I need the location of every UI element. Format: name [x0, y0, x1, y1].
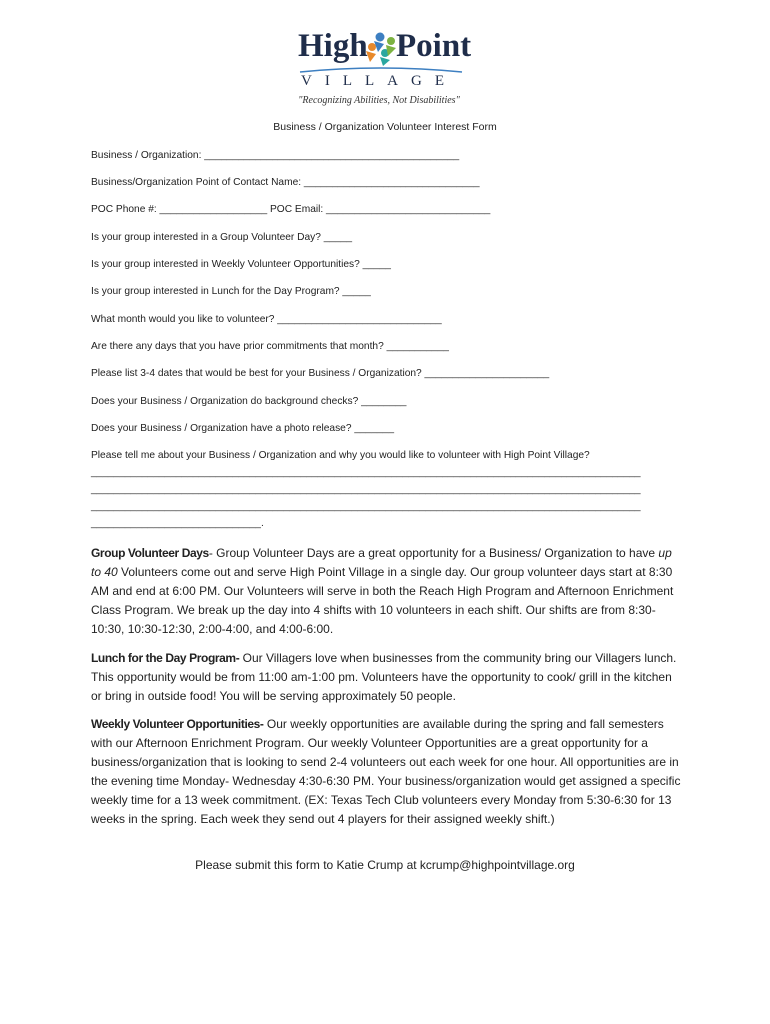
question-background-checks[interactable]: Does your Business / Organization do background checks? ________: [91, 396, 407, 407]
group-days-text-b: Volunteers come out and serve High Point Village in a single day. Our group volunteer days start at 8:30 AM and end at 6:00 PM. Our Volunteers will serve in both the Reach High Program and Afternoon Enrichment Class Program. We break up the day into 4 shifts with 10 volunteers in each shift. Our shifts are from 8:30-10:30, 10:30-12:30, 2:00-4:00, and 4:00-6:00.: [91, 565, 674, 636]
weekly-heading: Weekly Volunteer Opportunities-: [91, 717, 264, 731]
question-tell-me: Please tell me about your Business / Organization and why you would like to volunteer with High Point Village?: [91, 450, 590, 461]
group-days-heading: Group Volunteer Days: [91, 546, 209, 560]
answer-line[interactable]: _________________________________________________________________________________________________: [91, 484, 641, 495]
question-best-dates[interactable]: Please list 3-4 dates that would be best for your Business / Organization? ______________________: [91, 368, 550, 379]
question-month[interactable]: What month would you like to volunteer? _____________________________: [91, 314, 442, 325]
group-days-text-a: - Group Volunteer Days are a great opportunity for a Business/ Organization to have: [208, 546, 659, 560]
question-lunch[interactable]: Is your group interested in Lunch for the Day Program? _____: [91, 286, 371, 297]
logo-tagline: "Recognizing Abilities, Not Disabilities": [298, 95, 460, 106]
submit-instructions: Please submit this form to Katie Crump at kcrump@highpointvillage.org: [195, 858, 575, 872]
logo-word-village: VILLAGE: [301, 73, 457, 89]
weekly-opportunities-paragraph: [91, 715, 683, 829]
lunch-heading: Lunch for the Day Program-: [91, 651, 240, 665]
lunch-program-paragraph: [91, 649, 683, 706]
group-days-emphasis: up to 40: [91, 546, 672, 579]
question-prior-commitments[interactable]: Are there any days that you have prior commitments that month? ___________: [91, 341, 449, 352]
question-photo-release[interactable]: Does your Business / Organization have a photo release? _______: [91, 423, 394, 434]
logo-word-point: Point: [396, 28, 472, 64]
answer-line[interactable]: ______________________________.: [91, 518, 264, 529]
group-volunteer-days-paragraph: [91, 544, 683, 639]
weekly-text: Our weekly opportunities are available during the spring and fall semesters with our Afternoon Enrichment Program. Our weekly Volunteer Opportunities are a great opportunity for a business/organization that is looking to send 2-4 volunteers out each week for one hour. All opportunities are in the evening time Monday- Wednesday 4:30-6:30 PM. Your business/organization would get assigned a specific weekly time for a 13 week commitment. (EX: Texas Tech Club volunteers every Monday from 5:30-6:30 for 13 weeks in the spring. Each week they send out 4 players for their assigned weekly shift.): [91, 717, 681, 826]
answer-line[interactable]: _________________________________________________________________________________________________: [91, 501, 641, 512]
question-contact-name[interactable]: Business/Organization Point of Contact Name: _______________________________: [91, 177, 480, 188]
lunch-text: Our Villagers love when businesses from the community bring our Villagers lunch. This opportunity would be from 11:00 am-1:00 pm. Volunteers have the opportunity to cook/ grill in the kitchen or bring in outside food! You will be serving approximately 50 people.: [91, 651, 677, 703]
question-group-day[interactable]: Is your group interested in a Group Volunteer Day? _____: [91, 232, 353, 243]
high-point-village-logo: [280, 28, 490, 114]
question-business-name[interactable]: Business / Organization: _____________________________________________: [91, 150, 460, 161]
question-phone-email[interactable]: POC Phone #: ___________________ POC Email: _____________________________: [91, 204, 491, 215]
form-title: Business / Organization Volunteer Interest Form: [273, 121, 497, 133]
question-weekly[interactable]: Is your group interested in Weekly Volunteer Opportunities? _____: [91, 259, 391, 270]
logo-word-high: High: [298, 28, 368, 64]
answer-line[interactable]: _________________________________________________________________________________________________: [91, 467, 641, 478]
